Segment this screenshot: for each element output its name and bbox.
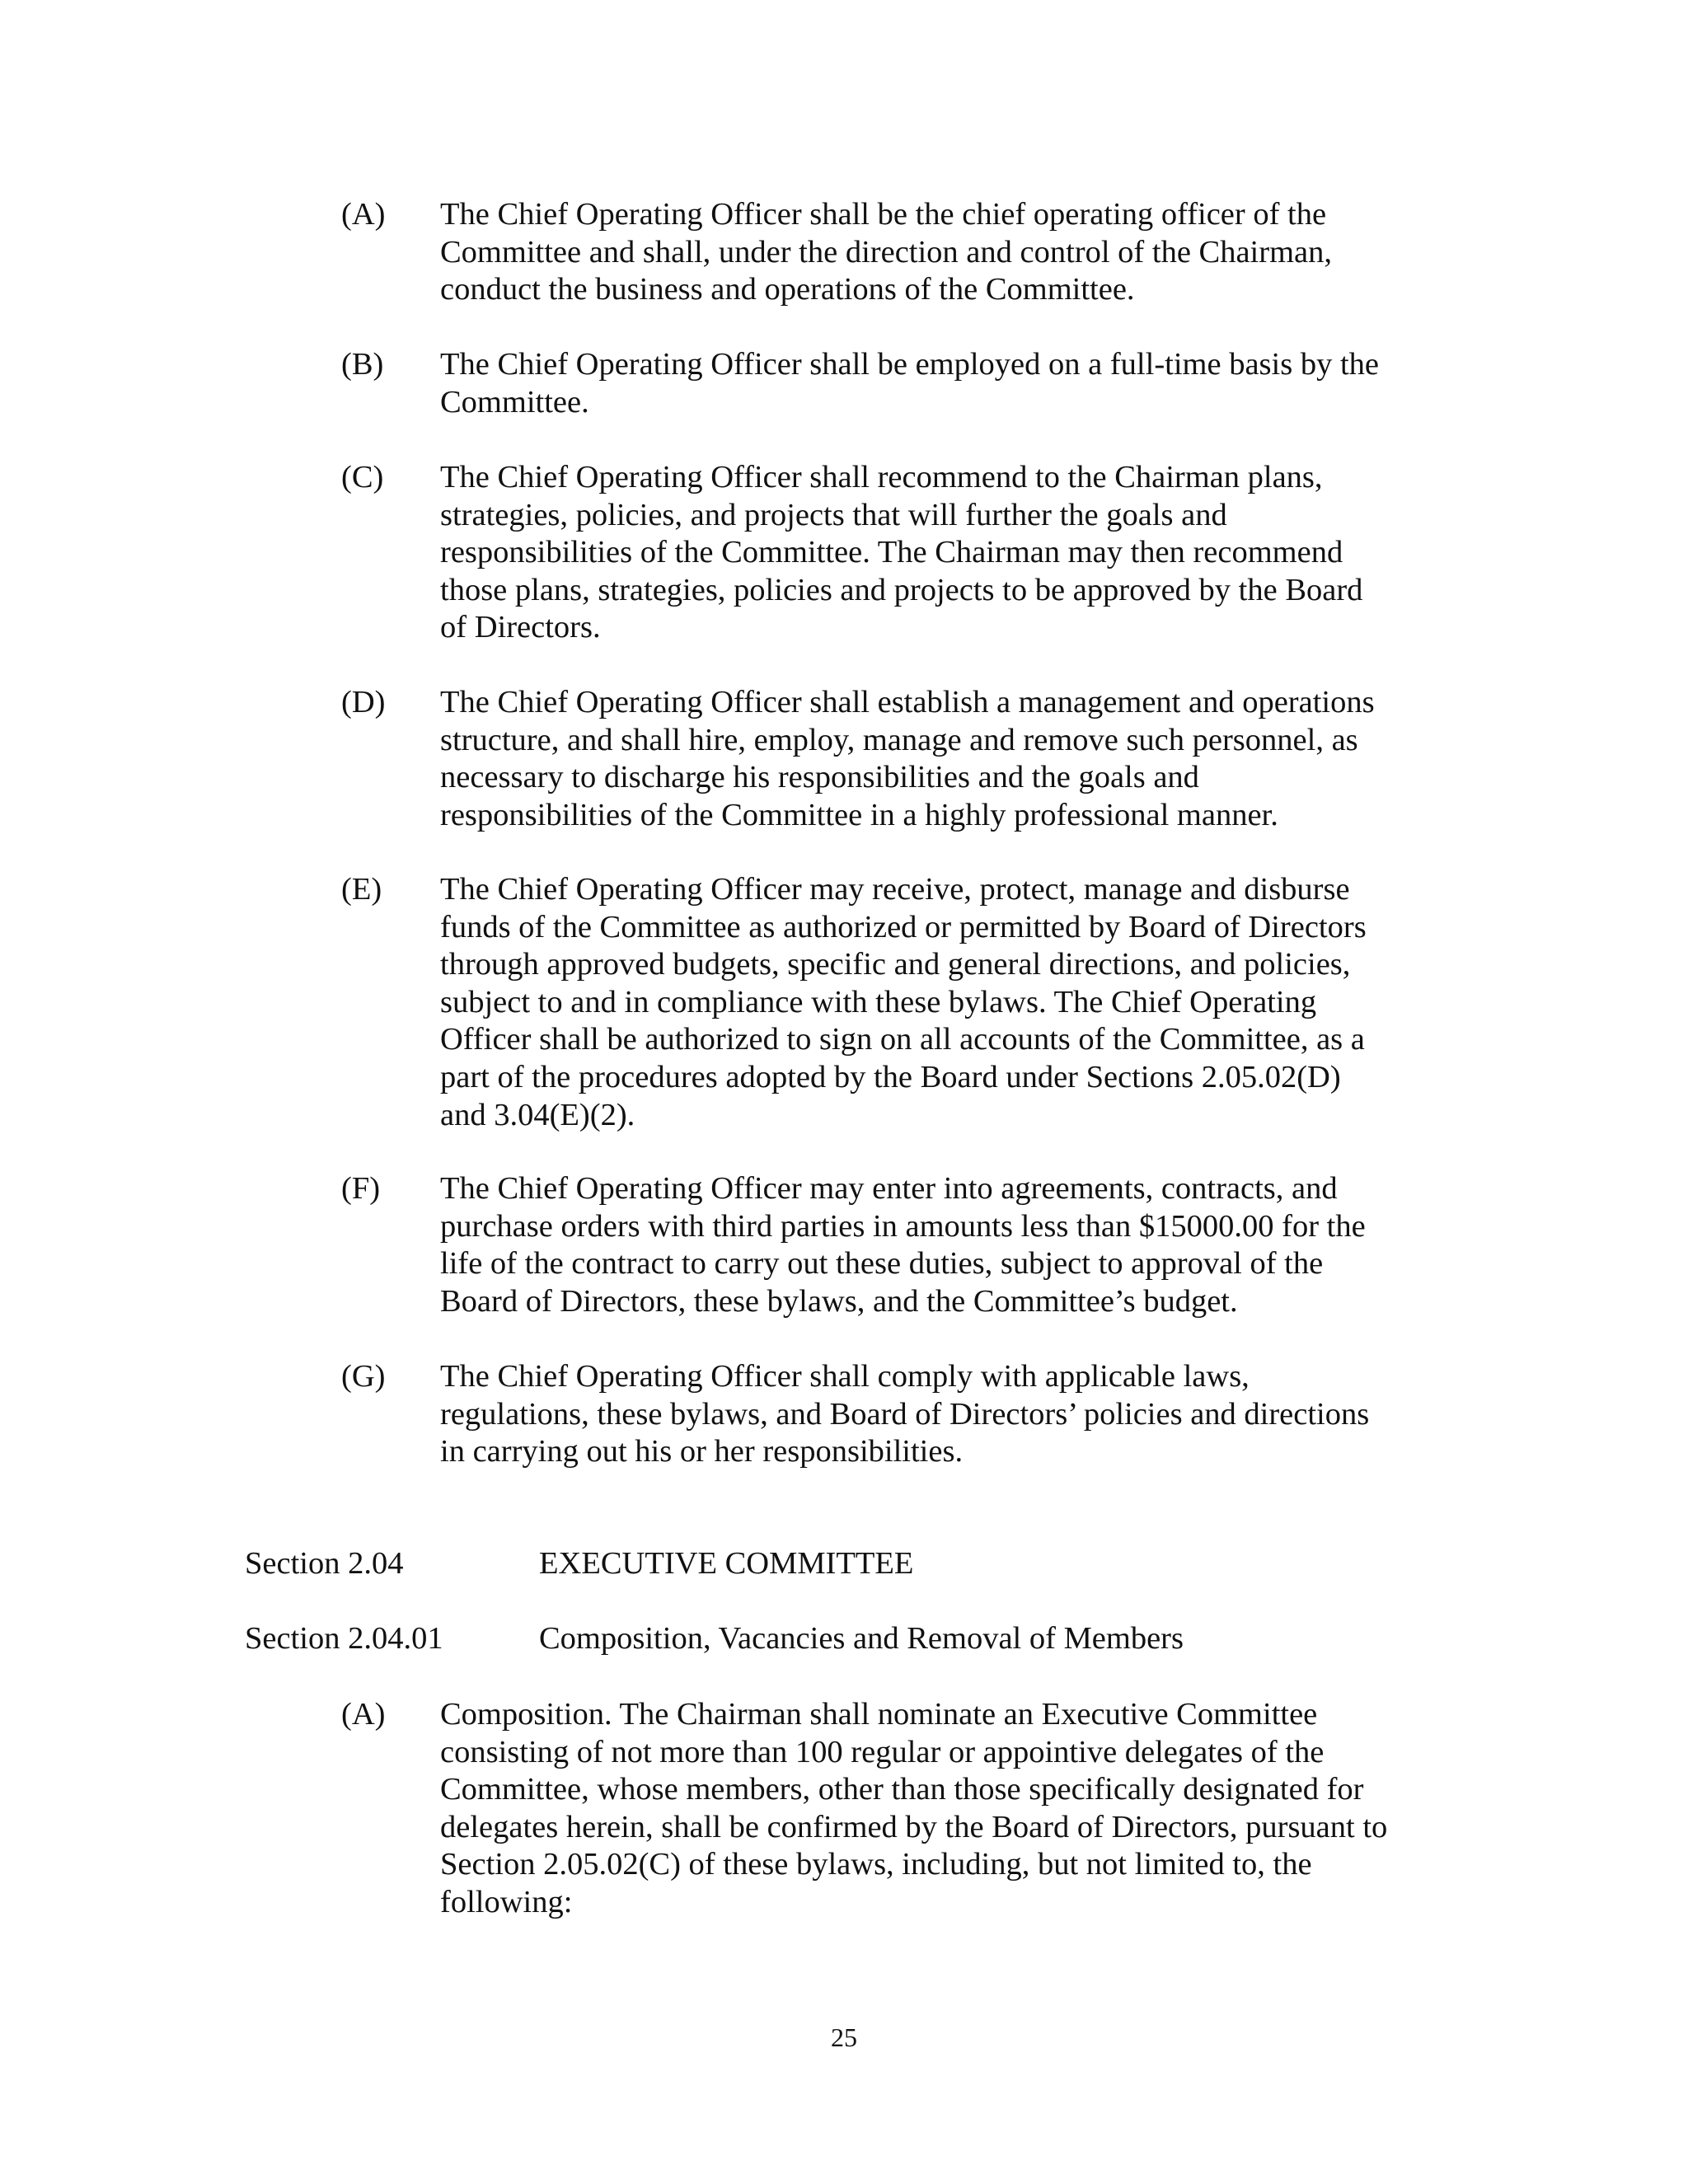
text-line: Committee, whose members, other than those specifically designated for bbox=[440, 1772, 1364, 1807]
item-label: (A) bbox=[341, 197, 386, 232]
text-line: those plans, strategies, policies and projects to be approved by the Board bbox=[440, 572, 1363, 607]
item-text bbox=[440, 871, 1454, 1134]
text-line: strategies, policies, and projects that will further the goals and bbox=[440, 497, 1227, 532]
text-line: The Chief Operating Officer may receive, protect, manage and disburse bbox=[440, 872, 1350, 907]
text-line: part of the procedures adopted by the Board under Sections 2.05.02(D) bbox=[440, 1059, 1341, 1094]
text-line: life of the contract to carry out these duties, subject to approval of the bbox=[440, 1246, 1324, 1282]
section-title: Composition, Vacancies and Removal of Members bbox=[539, 1621, 1184, 1656]
text-line: following: bbox=[440, 1884, 573, 1919]
item-label: (E) bbox=[341, 872, 382, 907]
section-number: Section 2.04.01 bbox=[245, 1621, 443, 1656]
text-line: consisting of not more than 100 regular or appointive delegates of the bbox=[440, 1734, 1325, 1769]
text-line: Officer shall be authorized to sign on all accounts of the Committee, as a bbox=[440, 1022, 1365, 1057]
page-number: 25 bbox=[831, 2022, 857, 2052]
text-line: Composition. The Chairman shall nominate an Executive Committee bbox=[440, 1697, 1318, 1732]
text-line: The Chief Operating Officer shall establish a management and operations bbox=[440, 685, 1375, 719]
text-line: funds of the Committee as authorized or permitted by Board of Directors bbox=[440, 909, 1367, 944]
text-line: structure, and shall hire, employ, manage and remove such personnel, as bbox=[440, 722, 1358, 757]
text-line: conduct the business and operations of the Committee. bbox=[440, 272, 1135, 307]
text-line: Board of Directors, these bylaws, and the Committee’s budget. bbox=[440, 1283, 1238, 1319]
text-line: responsibilities of the Committee in a highly professional manner. bbox=[440, 797, 1278, 832]
text-line: The Chief Operating Officer may enter into agreements, contracts, and bbox=[440, 1171, 1338, 1206]
item-text bbox=[440, 196, 1454, 309]
text-line: subject to and in compliance with these bylaws. The Chief Operating bbox=[440, 984, 1317, 1019]
text-line: delegates herein, shall be confirmed by the Board of Directors, pursuant to bbox=[440, 1809, 1388, 1844]
item-label: (D) bbox=[341, 685, 386, 719]
item-text bbox=[440, 1170, 1454, 1320]
section-title: EXECUTIVE COMMITTEE bbox=[539, 1546, 914, 1581]
text-line: regulations, these bylaws, and Board of Directors’ policies and directions bbox=[440, 1396, 1370, 1432]
text-line: of Directors. bbox=[440, 610, 601, 645]
text-line: Section 2.05.02(C) of these bylaws, including, but not limited to, the bbox=[440, 1847, 1312, 1882]
text-line: The Chief Operating Officer shall comply with applicable laws, bbox=[440, 1359, 1250, 1394]
item-label: (C) bbox=[341, 460, 384, 494]
text-line: and 3.04(E)(2). bbox=[440, 1097, 635, 1132]
item-text bbox=[440, 459, 1454, 647]
text-line: through approved budgets, specific and general directions, and policies, bbox=[440, 947, 1351, 982]
item-label: (G) bbox=[341, 1359, 386, 1394]
item-label: (B) bbox=[341, 347, 384, 382]
text-line: The Chief Operating Officer shall be employed on a full-time basis by the bbox=[440, 347, 1379, 382]
text-line: responsibilities of the Committee. The Chairman may then recommend bbox=[440, 535, 1343, 570]
item-text bbox=[440, 1358, 1454, 1471]
item-label: (A) bbox=[341, 1697, 386, 1732]
text-line: in carrying out his or her responsibilities. bbox=[440, 1434, 964, 1469]
text-line: necessary to discharge his responsibilities and the goals and bbox=[440, 760, 1199, 795]
item-text bbox=[440, 1696, 1454, 1922]
text-line: Committee and shall, under the direction and control of the Chairman, bbox=[440, 234, 1332, 269]
text-line: The Chief Operating Officer shall recommend to the Chairman plans, bbox=[440, 460, 1323, 494]
text-line: Committee. bbox=[440, 384, 589, 419]
item-label: (F) bbox=[341, 1171, 381, 1206]
item-text bbox=[440, 346, 1454, 421]
text-line: purchase orders with third parties in amounts less than $15000.00 for the bbox=[440, 1208, 1366, 1244]
section-number: Section 2.04 bbox=[245, 1546, 404, 1581]
text-line: The Chief Operating Officer shall be the chief operating officer of the bbox=[440, 197, 1327, 232]
item-text bbox=[440, 684, 1454, 834]
